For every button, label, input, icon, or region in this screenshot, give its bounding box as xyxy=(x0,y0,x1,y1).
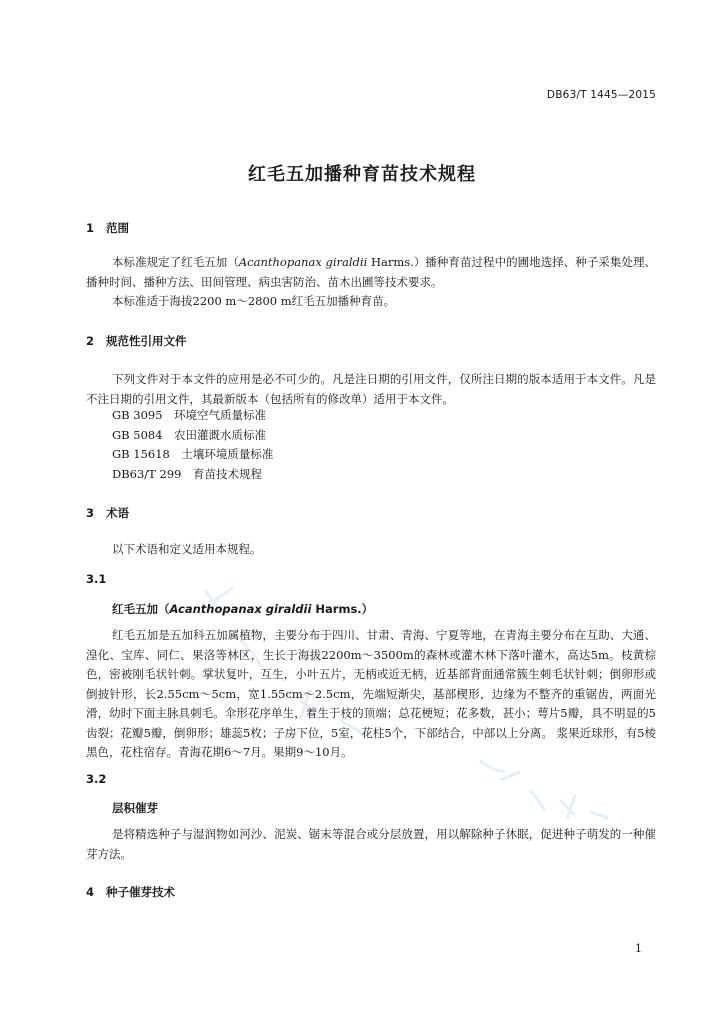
standard-code: DB63/T 1445—2015 xyxy=(546,89,656,101)
term-3-1-definition: 红毛五加是五加科五加属植物，主要分布于四川、甘肃、青海、宁夏等地，在青海主要分布在互助、大通、湟化、宝库、同仁、果洛等林区，生长于海拔2200m～3500m的森林或灌木林下落叶灌木，高达5m。枝黄棕色，密被刚毛状针刺。掌状复叶，互生，小叶五片，无柄或近无柄，近基部背面通常簇生刺毛状针刺；倒卵形或倒披针形，长2.55cm～5cm，宽1.55cm～2.5cm，先端短渐尖，基部楔形，边缘为不整齐的重锯齿，两面光滑，幼时下面主脉具刺毛。伞形花序单生，着生于枝的顶端；总花梗短；花多数，甚小；萼片5瓣，具不明显的5齿裂；花瓣5瓣，倒卵形；雄蕊5枚；子房下位，5室，花柱5个，下部结合，中部以上分离。 浆果近球形，有5棱黑色，花柱宿存。青海花期6～7月。果期9～10月。 xyxy=(86,628,656,759)
section-title: 规范性引用文件 xyxy=(106,334,187,348)
section-1-heading xyxy=(86,220,129,236)
document-title: 红毛五加播种育苗技术规程 xyxy=(248,164,476,185)
term-3-1-number: 3.1 xyxy=(86,572,107,586)
latin-name: Acanthopanax giraldii xyxy=(238,255,368,269)
text-run: 本标准规定了红毛五加（ xyxy=(112,255,239,269)
term-3-2-definition: 是将精选种子与湿润物如河沙、泥炭、锯末等混合或分层放置，用以解除种子休眠，促进种子萌发的一种催芽方法。 xyxy=(86,827,656,861)
section-2-heading xyxy=(86,333,187,349)
section-number: 3 xyxy=(86,506,95,520)
section-1-paragraph-1 xyxy=(86,253,656,292)
term-3-2-name: 层积催芽 xyxy=(112,801,158,815)
page-number: 1 xyxy=(635,942,642,955)
reference-item: DB63/T 299 育苗技术规程 xyxy=(112,467,262,481)
section-number: 1 xyxy=(86,221,95,235)
section-title: 种子催芽技术 xyxy=(106,885,175,899)
reference-item: GB 15618 土壤环境质量标准 xyxy=(112,447,274,461)
section-4-heading xyxy=(86,884,175,900)
section-number: 2 xyxy=(86,334,95,348)
section-title: 范围 xyxy=(106,221,129,235)
text-run: 红毛五加（ xyxy=(112,602,170,616)
section-number: 4 xyxy=(86,885,95,899)
section-title: 术语 xyxy=(106,506,129,520)
reference-item: GB 5084 农田灌溉水质标准 xyxy=(112,428,267,442)
section-1-paragraph-2: 本标准适于海拔2200 m～2800 m红毛五加播种育苗。 xyxy=(112,294,396,308)
reference-item: GB 3095 环境空气质量标准 xyxy=(112,408,267,422)
section-3-heading xyxy=(86,505,129,521)
term-3-1-name xyxy=(112,601,373,617)
latin-name: Acanthopanax giraldii xyxy=(169,602,312,616)
section-3-paragraph-1: 以下术语和定义适用本规程。 xyxy=(112,542,262,556)
text-run: Harms.） xyxy=(311,602,374,616)
text-run: Harms.）播种育苗过程中的圃地选择、种子采集处理、播种时间、播种方法、田间管理、病虫害防治、苗木出圃等技术要求。 xyxy=(86,255,657,289)
section-2-paragraph-1: 下列文件对于本文件的应用是必不可少的。凡是注日期的引用文件，仅所注日期的版本适用于本文件。凡是不注日期的引用文件，其最新版本（包括所有的修改单）适用于本文件。 xyxy=(86,372,656,406)
term-3-2-number: 3.2 xyxy=(86,772,107,786)
